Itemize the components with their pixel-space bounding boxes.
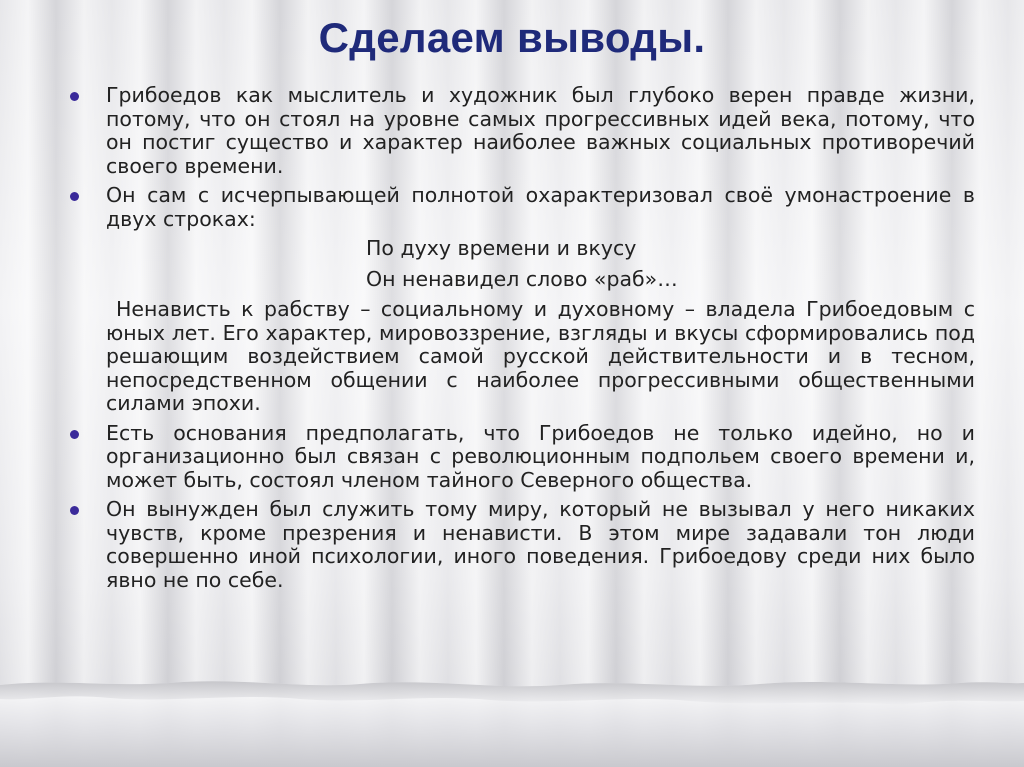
bullet-text: Он вынужден был служить тому миру, который не вызывал у него никаких чувств, кроме презрения и ненависти. В этом мире задавали тон люди совершенно иной психологии, иного поведения. Грибоедову среди них было явно не по себе. [106, 497, 975, 592]
verse-line: По духу времени и вкусу [366, 236, 637, 260]
slide-title: Сделаем выводы. [318, 14, 706, 61]
curtain-hem-decoration [0, 657, 1024, 767]
bullet-item [70, 84, 975, 178]
bullet-text: Есть основания предполагать, что Грибоедов не только идейно, но и организационно был связан с революционным подпольем своего времени и, может быть, состоял членом тайного Северного общества. [106, 420, 975, 492]
bullet-dot-icon [70, 506, 79, 515]
bullet-text: Грибоедов как мыслитель и художник был глубоко верен правде жизни, потому, что он стоял на уровне самых прогрессивных идей века, потому, что он постиг существо и характер наиболее важных социальных противоречий своего времени. [106, 83, 975, 178]
bullet-dot-icon [70, 192, 79, 201]
bullet-dot-icon [70, 92, 79, 101]
body-paragraph: Ненависть к рабству – социальному и духовному – владела Грибоедовым с юных лет. Его характер, мировоззрение, взгляды и вкусы сформировались под решающим воздействием самой русской действительности и в тесном, непосредственном общении с наиболее прогрессивными общественными силами эпохи. [106, 297, 975, 415]
bullet-item [70, 422, 975, 493]
bullet-item [70, 184, 975, 231]
bullet-text: Он сам с исчерпывающей полнотой охарактеризовал своё умонастроение в двух строках: [106, 183, 975, 231]
verse-line: Он ненавидел слово «раб»… [366, 266, 678, 291]
bullet-dot-icon [70, 430, 79, 439]
bullet-item [70, 498, 975, 592]
slide-body [70, 84, 975, 598]
verse-quote [70, 237, 975, 291]
